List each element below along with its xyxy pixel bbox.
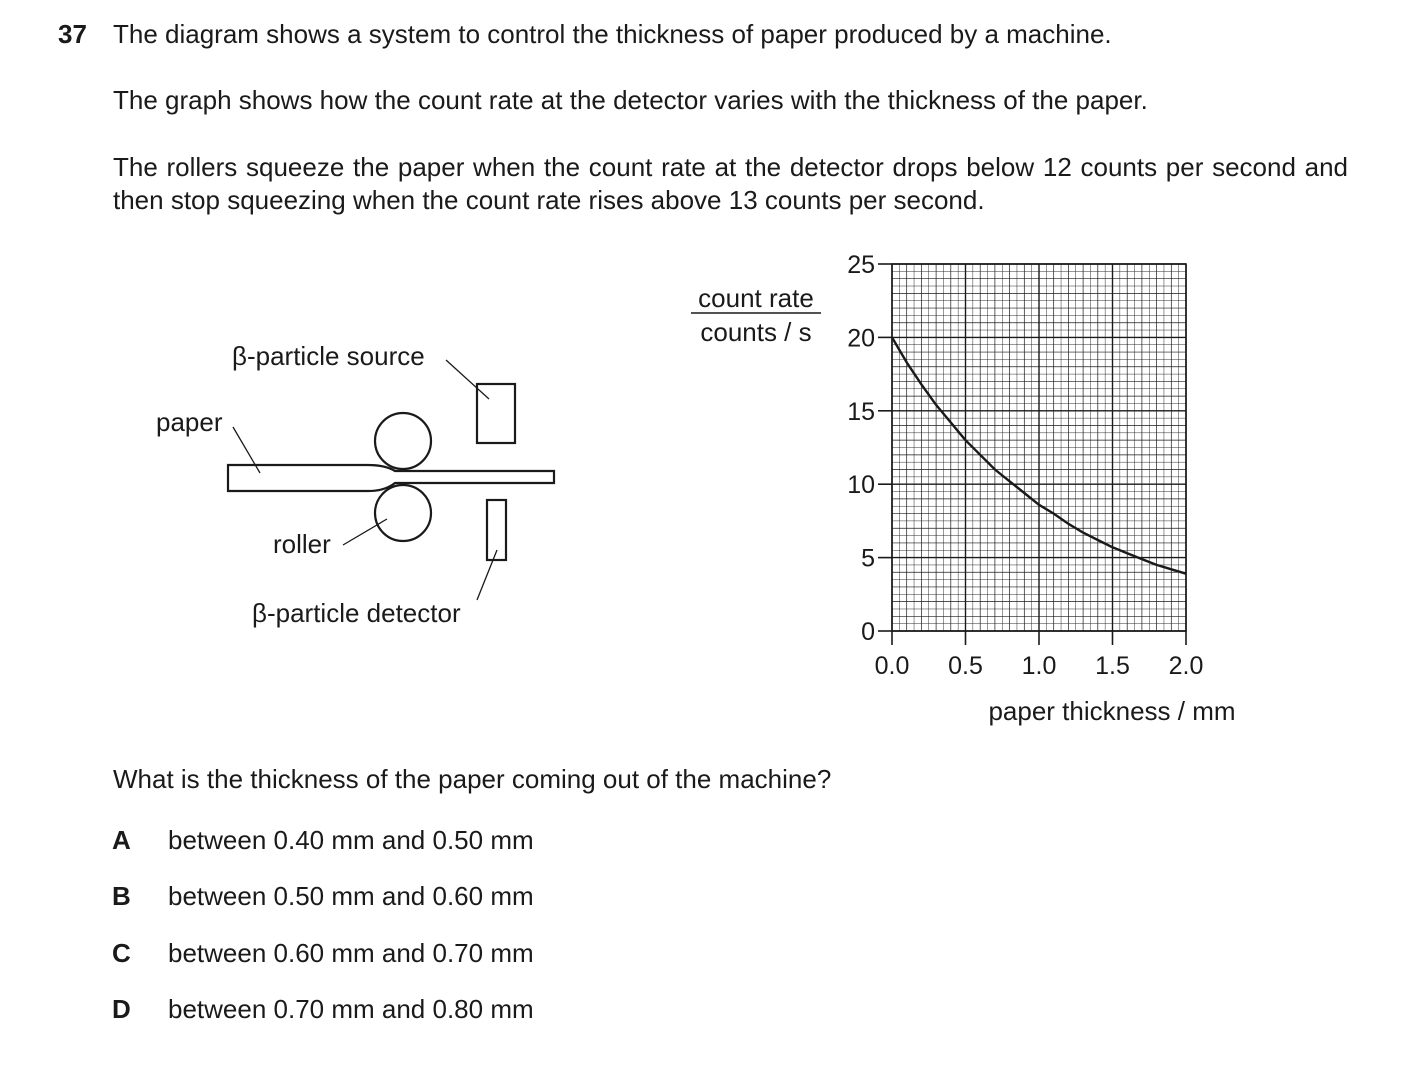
- x-tick-label: 1.5: [1095, 652, 1130, 680]
- x-tick-label: 1.0: [1021, 652, 1057, 680]
- option-letter: D: [112, 994, 131, 1024]
- option-text: between 0.50 mm and 0.60 mm: [168, 881, 534, 911]
- option-letter: A: [112, 825, 131, 855]
- x-tick-label: 0.0: [874, 652, 910, 680]
- question-line-1: The diagram shows a system to control the thickness of paper produced by a machine.: [113, 19, 1112, 49]
- option-text: between 0.60 mm and 0.70 mm: [168, 938, 534, 968]
- y-tick-label: 25: [847, 251, 875, 279]
- question-line-2: The graph shows how the count rate at the detector varies with the thickness of the paper.: [113, 85, 1148, 115]
- y-tick-label: 15: [847, 397, 875, 426]
- apparatus-diagram: [140, 320, 740, 650]
- y-axis-label-top: count rate: [698, 283, 814, 313]
- option-text: between 0.40 mm and 0.50 mm: [168, 825, 534, 855]
- detector-label: β-particle detector: [252, 598, 461, 628]
- question-line-3: The rollers squeeze the paper when the count rate at the detector drops below 12 counts per second and then stop squeezing when the count rate rises above 13 counts per second.: [113, 152, 1348, 215]
- count-rate-graph: [660, 240, 1300, 740]
- option-letter: C: [112, 938, 131, 968]
- upper-roller: [375, 413, 431, 469]
- option-text: between 0.70 mm and 0.80 mm: [168, 994, 534, 1024]
- question-number: 37: [58, 19, 87, 49]
- x-axis-label: paper thickness / mm: [988, 696, 1236, 726]
- roller-label: roller: [273, 529, 331, 559]
- y-tick-label: 20: [847, 324, 875, 353]
- lower-roller: [375, 485, 431, 541]
- x-tick-label: 0.5: [948, 652, 983, 680]
- y-tick-label: 0: [861, 618, 875, 646]
- y-tick-label: 5: [861, 544, 875, 573]
- source-label: β-particle source: [232, 341, 425, 371]
- paper-label: paper: [156, 407, 223, 437]
- y-axis-label-bottom: counts / s: [700, 317, 812, 347]
- question-prompt: What is the thickness of the paper coming out of the machine?: [113, 764, 832, 794]
- y-tick-label: 10: [847, 471, 875, 500]
- x-tick-label: 2.0: [1168, 652, 1204, 680]
- option-letter: B: [112, 881, 131, 911]
